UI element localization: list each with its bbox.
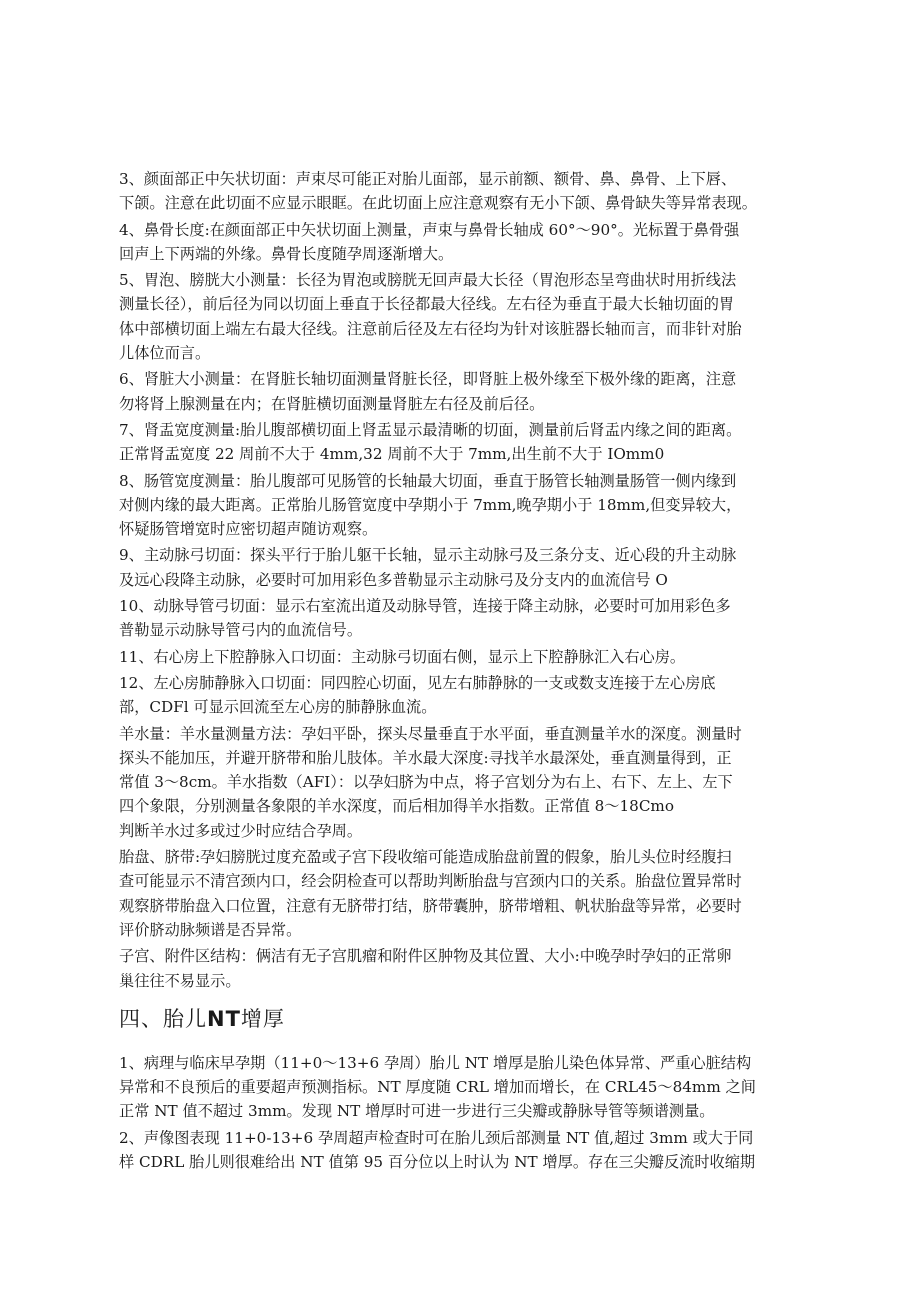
text-line: 巢往往不易显示。 <box>119 971 241 990</box>
text-line: 及远心段降主动脉，必要时可加用彩色多普勒显示主动脉弓及分支内的血流信号 O <box>119 570 668 589</box>
text-line: 部，CDFl 可显示回流至左心房的肺静脉血流。 <box>119 698 437 717</box>
nt-section <box>119 1051 831 1174</box>
text-line: 怀疑肠管增宽时应密切超声随访观察。 <box>119 520 378 539</box>
measurement-items-section <box>119 167 831 993</box>
text-line: 观察脐带胎盘入口位置，注意有无脐带打结，脐带囊肿，脐带增粗、帆状胎盘等异常，必要时 <box>119 896 742 915</box>
text-line: 儿体位而言。 <box>119 344 211 363</box>
text-line: 5、胃泡、膀胱大小测量：长径为胃泡或膀胱无回声最大长径（胃泡形态呈弯曲状时用折线法 <box>119 271 737 290</box>
paragraph <box>119 1051 831 1124</box>
paragraph <box>119 543 831 592</box>
heading-bold: NT <box>207 1006 241 1031</box>
paragraph <box>119 367 831 416</box>
text-line: 普勒显示动脉导管弓内的血流信号。 <box>119 621 362 640</box>
text-line: 样 CDRL 胎儿则很难给出 NT 值第 95 百分位以上时认为 NT 增厚。存在三尖瓣反流时收缩期 <box>119 1152 756 1171</box>
text-line: 羊水量：羊水量测量方法：孕妇平卧，探头尽量垂直于水平面，垂直测量羊水的深度。测量时 <box>119 724 742 743</box>
text-line: 6、肾脏大小测量：在肾脏长轴切面测量肾脏长径，即肾脏上极外缘至下极外缘的距离，注意 <box>119 370 737 389</box>
text-line: 4、鼻骨长度:在颜面部正中矢状切面上测量，声束与鼻骨长轴成 60°～90°。光标置于鼻骨强 <box>119 220 740 239</box>
paragraph <box>119 722 831 843</box>
paragraph <box>119 645 831 669</box>
text-line: 2、声像图表现 11+0-13+6 孕周超声检查时可在胎儿颈后部测量 NT 值,超过 3mm 或大于同 <box>119 1128 754 1147</box>
text-line: 查可能显示不清宫颈内口，经会阴检查可以帮助判断胎盘与宫颈内口的关系。胎盘位置异常时 <box>119 872 742 891</box>
text-line: 子宫、附件区结构：俩洁有无子宫肌瘤和附件区肿物及其位置、大小:中晚孕时孕妇的正常卵 <box>119 947 732 966</box>
paragraph <box>119 845 831 942</box>
text-line: 判断羊水过多或过少时应结合孕周。 <box>119 821 362 840</box>
text-line: 常值 3～8cm。羊水指数（AFI）：以孕妇脐为中点，将子宫划分为右上、右下、左上、左下 <box>119 773 733 792</box>
paragraph <box>119 268 831 365</box>
paragraph <box>119 469 831 542</box>
paragraph <box>119 167 831 216</box>
text-line: 回声上下两端的外缘。鼻骨长度随孕周逐渐增大。 <box>119 244 454 263</box>
paragraph <box>119 418 831 467</box>
heading-suffix: 增厚 <box>240 1006 285 1031</box>
document-body <box>119 167 831 1176</box>
text-line: 测量长径），前后径为同以切面上垂直于长径都最大径线。左右径为垂直于最大长轴切面的胃 <box>119 295 735 314</box>
text-line: 正常 NT 值不超过 3mm。发现 NT 增厚时可进一步进行三尖瓣或静脉导管等频谱测量。 <box>119 1102 715 1121</box>
text-line: 7、肾盂宽度测量:胎儿腹部横切面上肾盂显示最清晰的切面，测量前后肾盂内缘之间的距离。 <box>119 420 742 439</box>
text-line: 对侧内缘的最大距离。正常胎儿肠管宽度中孕期小于 7mm,晚孕期小于 18mm,但变异较大， <box>119 495 742 514</box>
text-line: 1、病理与临床早孕期（11+0～13+6 孕周）胎儿 NT 增厚是胎儿染色体异常、严重心脏结构 <box>119 1053 752 1072</box>
paragraph <box>119 218 831 267</box>
text-line: 9、主动脉弓切面：探头平行于胎儿躯干长轴，显示主动脉弓及三条分支、近心段的升主动脉 <box>119 546 737 565</box>
text-line: 12、左心房肺静脉入口切面：同四腔心切面，见左右肺静脉的一支或数支连接于左心房底 <box>119 673 716 692</box>
text-line: 异常和不良预后的重要超声预测指标。NT 厚度随 CRL 增加而增长，在 CRL45～84mm 之间 <box>119 1078 756 1097</box>
text-line: 正常肾盂宽度 22 周前不大于 4mm,32 周前不大于 7mm,出生前不大于 IOmm0 <box>119 445 665 464</box>
text-line: 体中部横切面上端左右最大径线。注意前后径及左右径均为针对该脏器长轴而言，而非针对胎 <box>119 319 742 338</box>
text-line: 10、动脉导管弓切面：显示右室流出道及动脉导管，连接于降主动脉，必要时可加用彩色多 <box>119 597 731 616</box>
paragraph <box>119 671 831 720</box>
text-line: 下颌。注意在此切面不应显示眼眶。在此切面上应注意观察有无小下颌、鼻骨缺失等异常表现。 <box>119 194 757 213</box>
text-line: 11、右心房上下腔静脉入口切面：主动脉弓切面右侧，显示上下腔静脉汇入右心房。 <box>119 647 686 666</box>
text-line: 8、肠管宽度测量：胎儿腹部可见肠管的长轴最大切面，垂直于肠管长轴测量肠管一侧内缘到 <box>119 471 737 490</box>
text-line: 3、颜面部正中矢状切面：声束尽可能正对胎儿面部，显示前额、额骨、鼻、鼻骨、上下唇、 <box>119 170 737 188</box>
paragraph <box>119 944 831 993</box>
text-line: 探头不能加压，并避开脐带和胎儿肢体。羊水最大深度:寻找羊水最深处，垂直测量得到，正 <box>119 748 732 767</box>
paragraph <box>119 1126 831 1175</box>
text-line: 四个象限，分别测量各象限的羊水深度，而后相加得羊水指数。正常值 8～18Cmo <box>119 797 674 816</box>
text-line: 勿将肾上腺测量在内；在肾脏横切面测量肾脏左右径及前后径。 <box>119 394 545 413</box>
section-heading-nt <box>119 1003 831 1035</box>
text-line: 评价脐动脉频谱是否异常。 <box>119 920 302 939</box>
text-line: 胎盘、脐带:孕妇膀胱过度充盈或子宫下段收缩可能造成胎盘前置的假象，胎儿头位时经腹扫 <box>119 848 732 867</box>
paragraph <box>119 594 831 643</box>
heading-prefix: 四、胎儿 <box>119 1006 207 1031</box>
